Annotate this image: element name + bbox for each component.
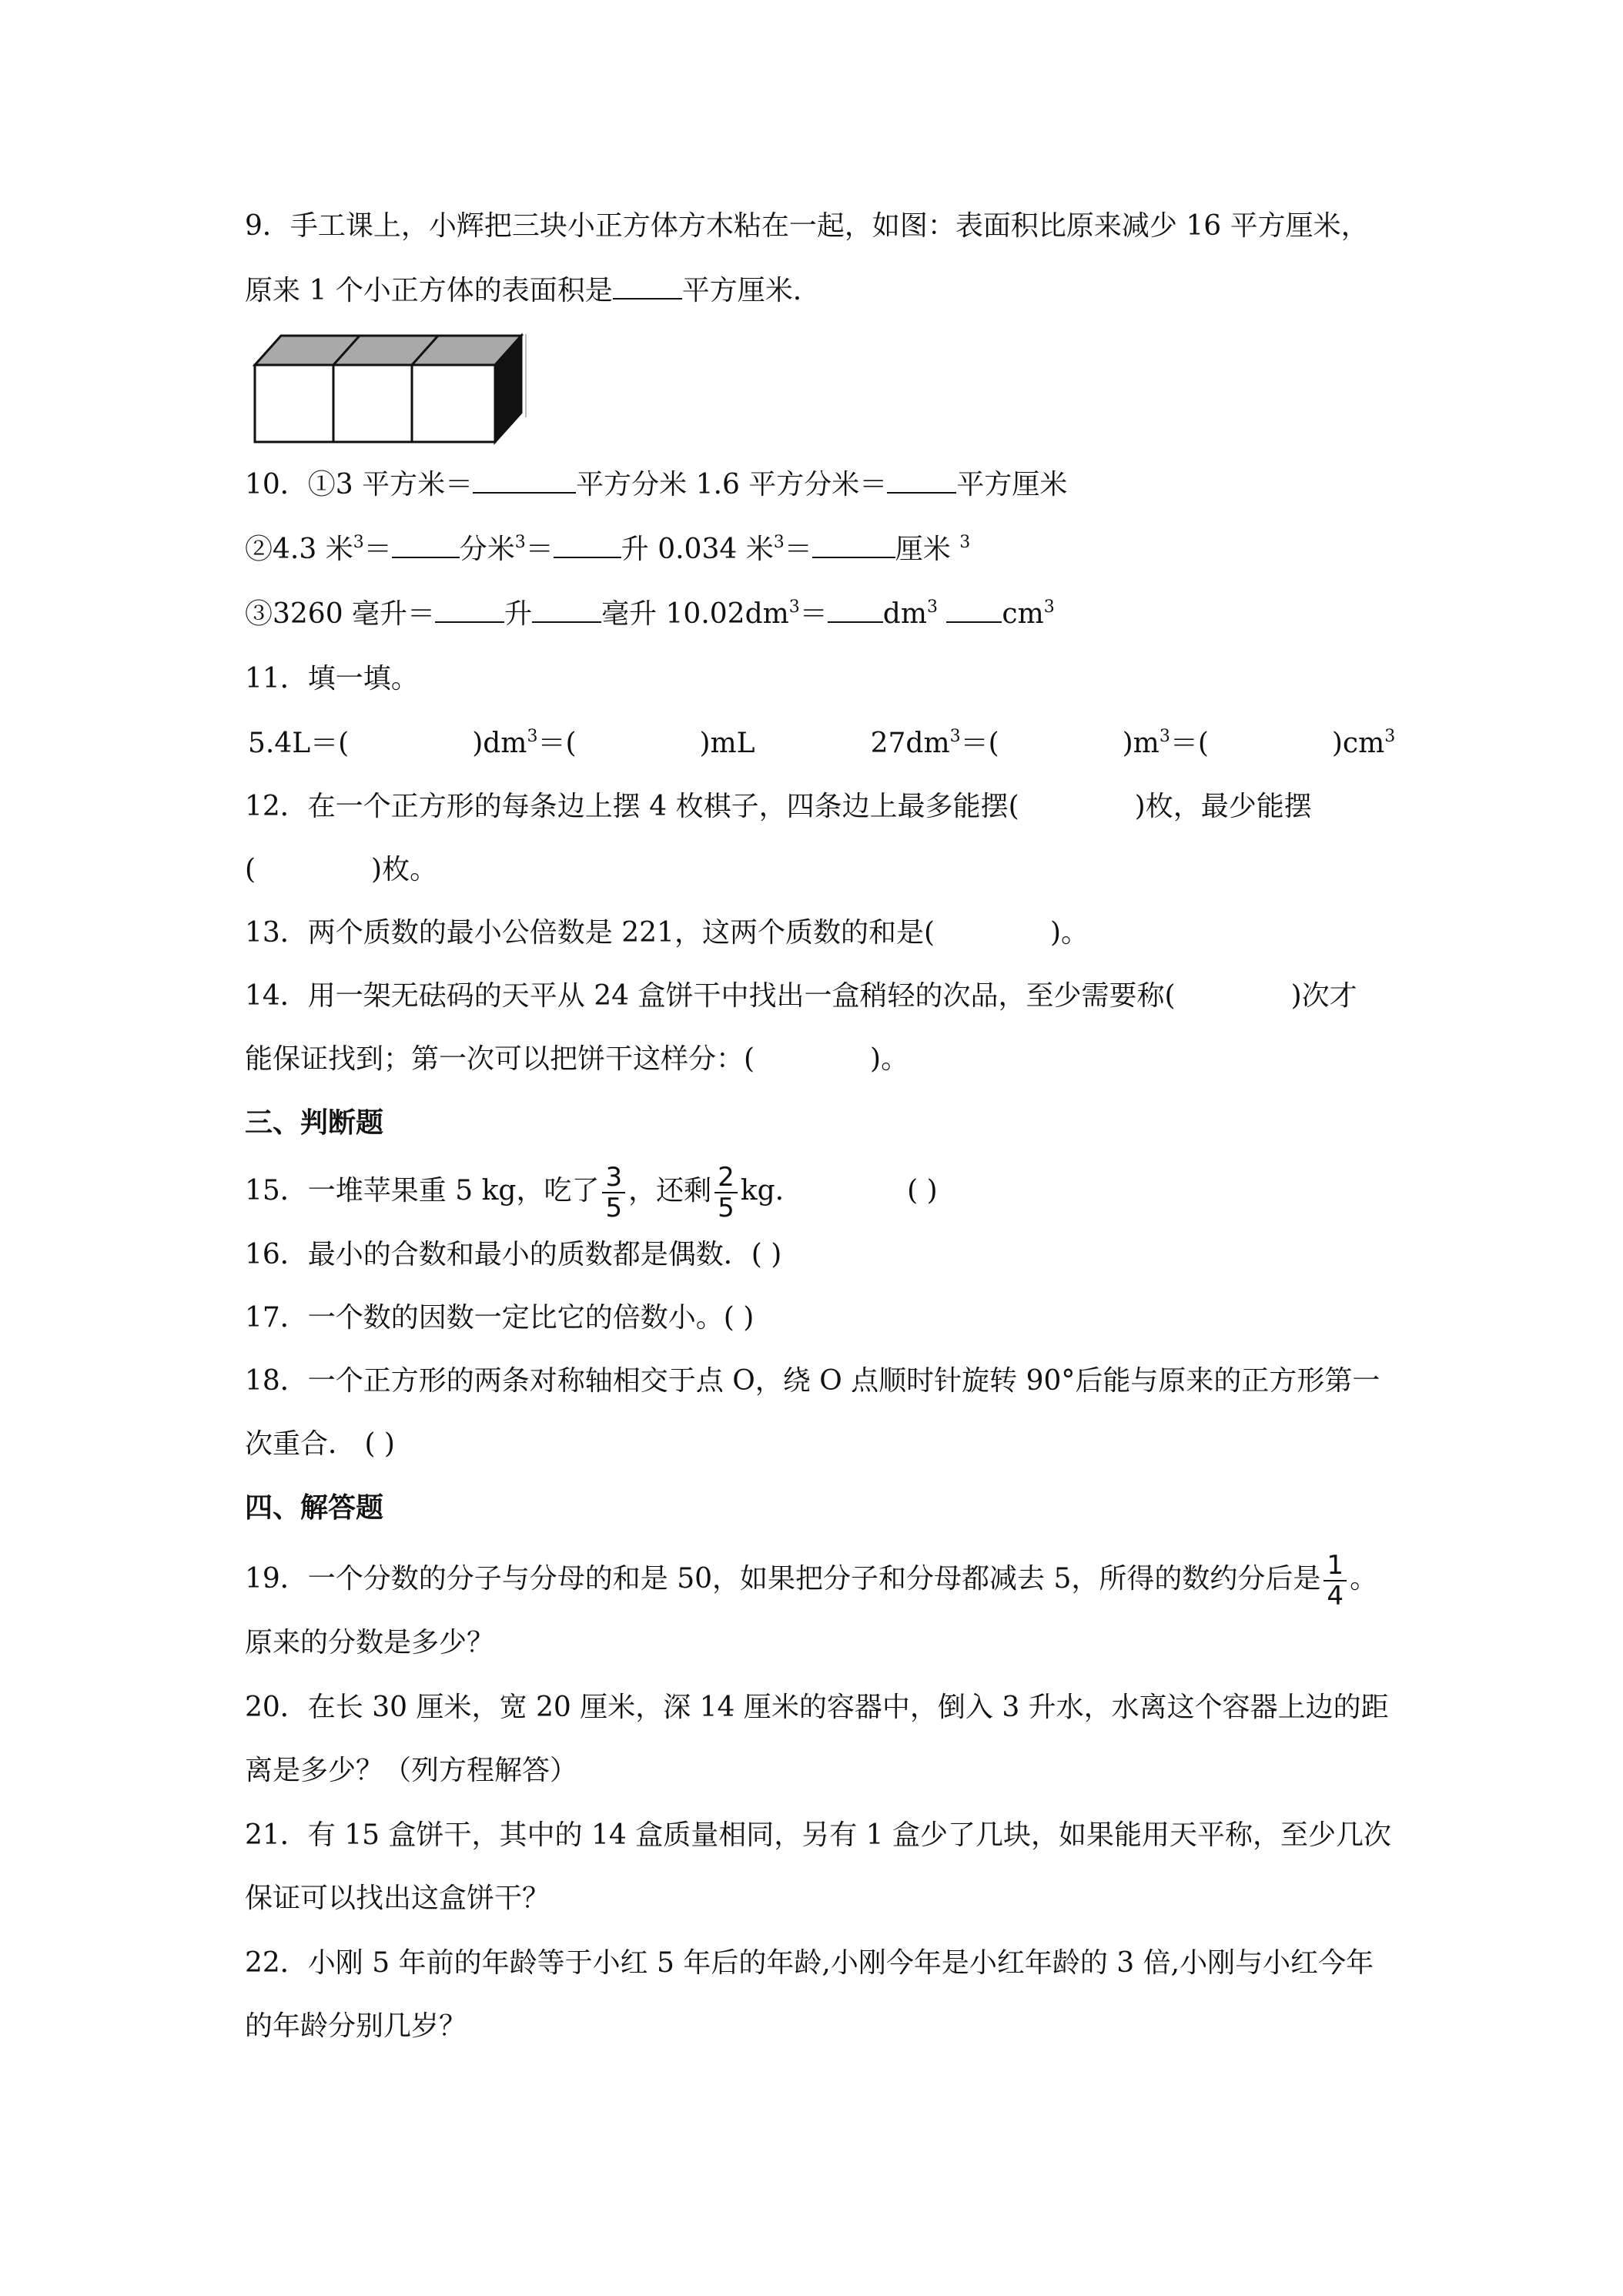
fraction-one-quarter [1323,1550,1347,1612]
cube-1-front [255,365,333,442]
q19-text: 19．一个分数的分子与分母的和是 50，如果把分子和分母都减去 5，所得的数约分后是 [245,1563,1321,1595]
q20-text: 离是多少？（列方程解答） [245,1755,578,1786]
q18-text: 次重合． ( ) [245,1428,395,1460]
q15 [245,1164,938,1221]
q11-text: 11．填一填。 [245,663,419,694]
q9-text-1: 9．手工课上，小辉把三块小正方体方木粘在一起，如图：表面积比原来减少 16 平方厘米， [245,210,1369,242]
q10-row1 [245,468,1067,502]
q19-line1 [245,1550,1378,1612]
q14-text: 能保证找到；第一次可以把饼干这样分：( [245,1043,755,1075]
superscript: 3 [514,533,526,552]
q10-text: 10．①3 平方米＝ [245,469,474,500]
q12-line2 [245,853,437,887]
q11-text: 5.4L＝( [248,728,350,759]
q11-text: )m [1122,728,1160,759]
q10-text: 平方厘米 [956,469,1068,500]
q13-text: )。 [1050,917,1089,949]
q11-title [245,662,419,696]
superscript: 3 [959,533,971,552]
fraction-three-fifths [602,1164,625,1221]
q10-text: 平方分米 1.6 平方分米＝ [576,469,888,500]
q21-text: 21．有 15 盒饼干，其中的 14 盒质量相同，另有 1 盒少了几块，如果能用天平称，至少几次 [245,1819,1391,1851]
q20-line1 [245,1691,1389,1725]
q18-line1 [245,1364,1380,1398]
q12-text: )枚，最少能摆 [1134,791,1312,822]
q11-text: )dm [472,728,527,759]
fraction-numerator: 3 [602,1164,625,1193]
q11-text: ＝( [537,728,577,759]
q14-line2 [245,1043,909,1076]
q12-text: 12．在一个正方形的每条边上摆 4 枚棋子，四条边上最多能摆( [245,791,1019,822]
cubes-top-face [255,336,521,365]
q9-line1 [245,209,1369,243]
q11-text: 27dm [870,728,950,759]
q14-text: )次才 [1290,980,1357,1012]
q19-line2 [245,1626,494,1660]
answer-blank[interactable] [392,534,460,558]
q14-line1 [245,979,1357,1013]
q15-text: kg. [740,1175,785,1207]
q11-text: ＝( [960,728,999,759]
superscript: 3 [949,727,961,746]
q22-line2 [245,2010,467,2043]
q18-text: 18．一个正方形的两条对称轴相交于点 O，绕 O 点顺时针旋转 90°后能与原来的正方形第一 [245,1365,1380,1397]
q9-line2 [245,274,801,308]
q13 [245,916,1089,950]
answer-parentheses[interactable]: ( ) [907,1175,938,1207]
q17 [245,1301,754,1335]
q16 [245,1238,781,1272]
q21-text: 保证可以找出这盒饼干？ [245,1883,550,1914]
q9-text-2b: 平方厘米. [681,275,802,306]
fraction-numerator: 2 [714,1164,738,1193]
section-heading-solutions: 四、解答题 [245,1491,384,1524]
q11-text: ＝( [1170,728,1209,759]
q14-text: 14．用一架无砝码的天平从 24 盒饼干中找出一盒稍轻的次品，至少需要称( [245,980,1176,1012]
superscript: 3 [773,533,785,552]
q9-text-2a: 原来 1 个小正方体的表面积是 [245,275,613,306]
q22-text: 22．小刚 5 年前的年龄等于小红 5 年后的年龄,小刚今年是小红年龄的 3 倍,小刚与小红今年 [245,1947,1374,1979]
q20-line2 [245,1754,577,1788]
q11-row [248,727,1395,761]
q20-text: 20．在长 30 厘米，宽 20 厘米，深 14 厘米的容器中，倒入 3 升水，水离这个容器上边的距 [245,1692,1389,1723]
q22-line1 [245,1946,1374,1980]
answer-blank[interactable] [946,598,1002,623]
q10-text: ②4.3 米 [245,534,353,565]
q10-text: 升 0.034 米 [621,534,774,565]
fraction-two-fifths [714,1164,738,1221]
q10-row2 [245,533,970,567]
q10-text: ③3260 毫升＝ [245,598,436,630]
fraction-denominator: 5 [605,1193,623,1223]
superscript: 3 [1159,727,1170,746]
q17-text: 17．一个数的因数一定比它的倍数小。( ) [245,1302,755,1334]
q11-text: )mL [699,728,755,759]
q10-text: ＝ [799,598,828,630]
superscript: 3 [1043,597,1055,617]
q14-text: )。 [870,1043,909,1075]
q10-text: dm [882,598,927,630]
q10-text: 升 [504,598,533,630]
q19-text: 。 [1350,1563,1378,1595]
q12-text: )枚。 [371,854,438,885]
cube-2-front [333,365,412,442]
q19-text: 原来的分数是多少？ [245,1627,495,1658]
superscript: 3 [926,597,938,617]
fraction-numerator: 1 [1323,1552,1347,1581]
answer-blank[interactable] [812,534,895,558]
superscript: 3 [353,533,364,552]
q22-text: 的年龄分别几岁？ [245,2010,467,2042]
q10-text: 分米 [459,534,515,565]
q15-text: ，还剩 [628,1175,712,1207]
answer-blank[interactable] [554,534,621,558]
q16-text: 16．最小的合数和最小的质数都是偶数．( ) [245,1239,782,1270]
answer-blank[interactable] [473,469,576,494]
q12-line1 [245,790,1312,824]
three-cubes-figure [250,331,527,447]
cube-3-front [412,365,495,442]
answer-blank[interactable] [887,469,956,494]
superscript: 3 [527,727,538,746]
q18-line2 [245,1427,395,1461]
q10-text: ＝ [784,534,812,565]
fraction-denominator: 4 [1327,1581,1344,1612]
q10-text: cm [1002,598,1044,630]
q10-text: ＝ [525,534,554,565]
q10-text: 厘米 [895,534,951,565]
q12-text: ( [245,854,256,885]
superscript: 3 [1384,727,1396,746]
q21-line1 [245,1819,1391,1853]
section-heading-judgement: 三、判断题 [245,1106,384,1139]
q21-line2 [245,1882,550,1916]
superscript: 3 [788,597,800,617]
q15-text: 15．一堆苹果重 5 kg，吃了 [245,1175,600,1207]
q10-row3 [245,597,1055,631]
q10-text: ＝ [363,534,392,565]
fraction-denominator: 5 [718,1193,735,1223]
q10-text: 毫升 10.02dm [601,598,789,630]
answer-blank[interactable] [532,598,601,623]
q13-text: 13．两个质数的最小公倍数是 221，这两个质数的和是( [245,917,935,949]
answer-blank[interactable] [613,275,682,300]
q11-text: )cm [1331,728,1385,759]
answer-blank[interactable] [435,598,504,623]
answer-blank[interactable] [828,598,883,623]
